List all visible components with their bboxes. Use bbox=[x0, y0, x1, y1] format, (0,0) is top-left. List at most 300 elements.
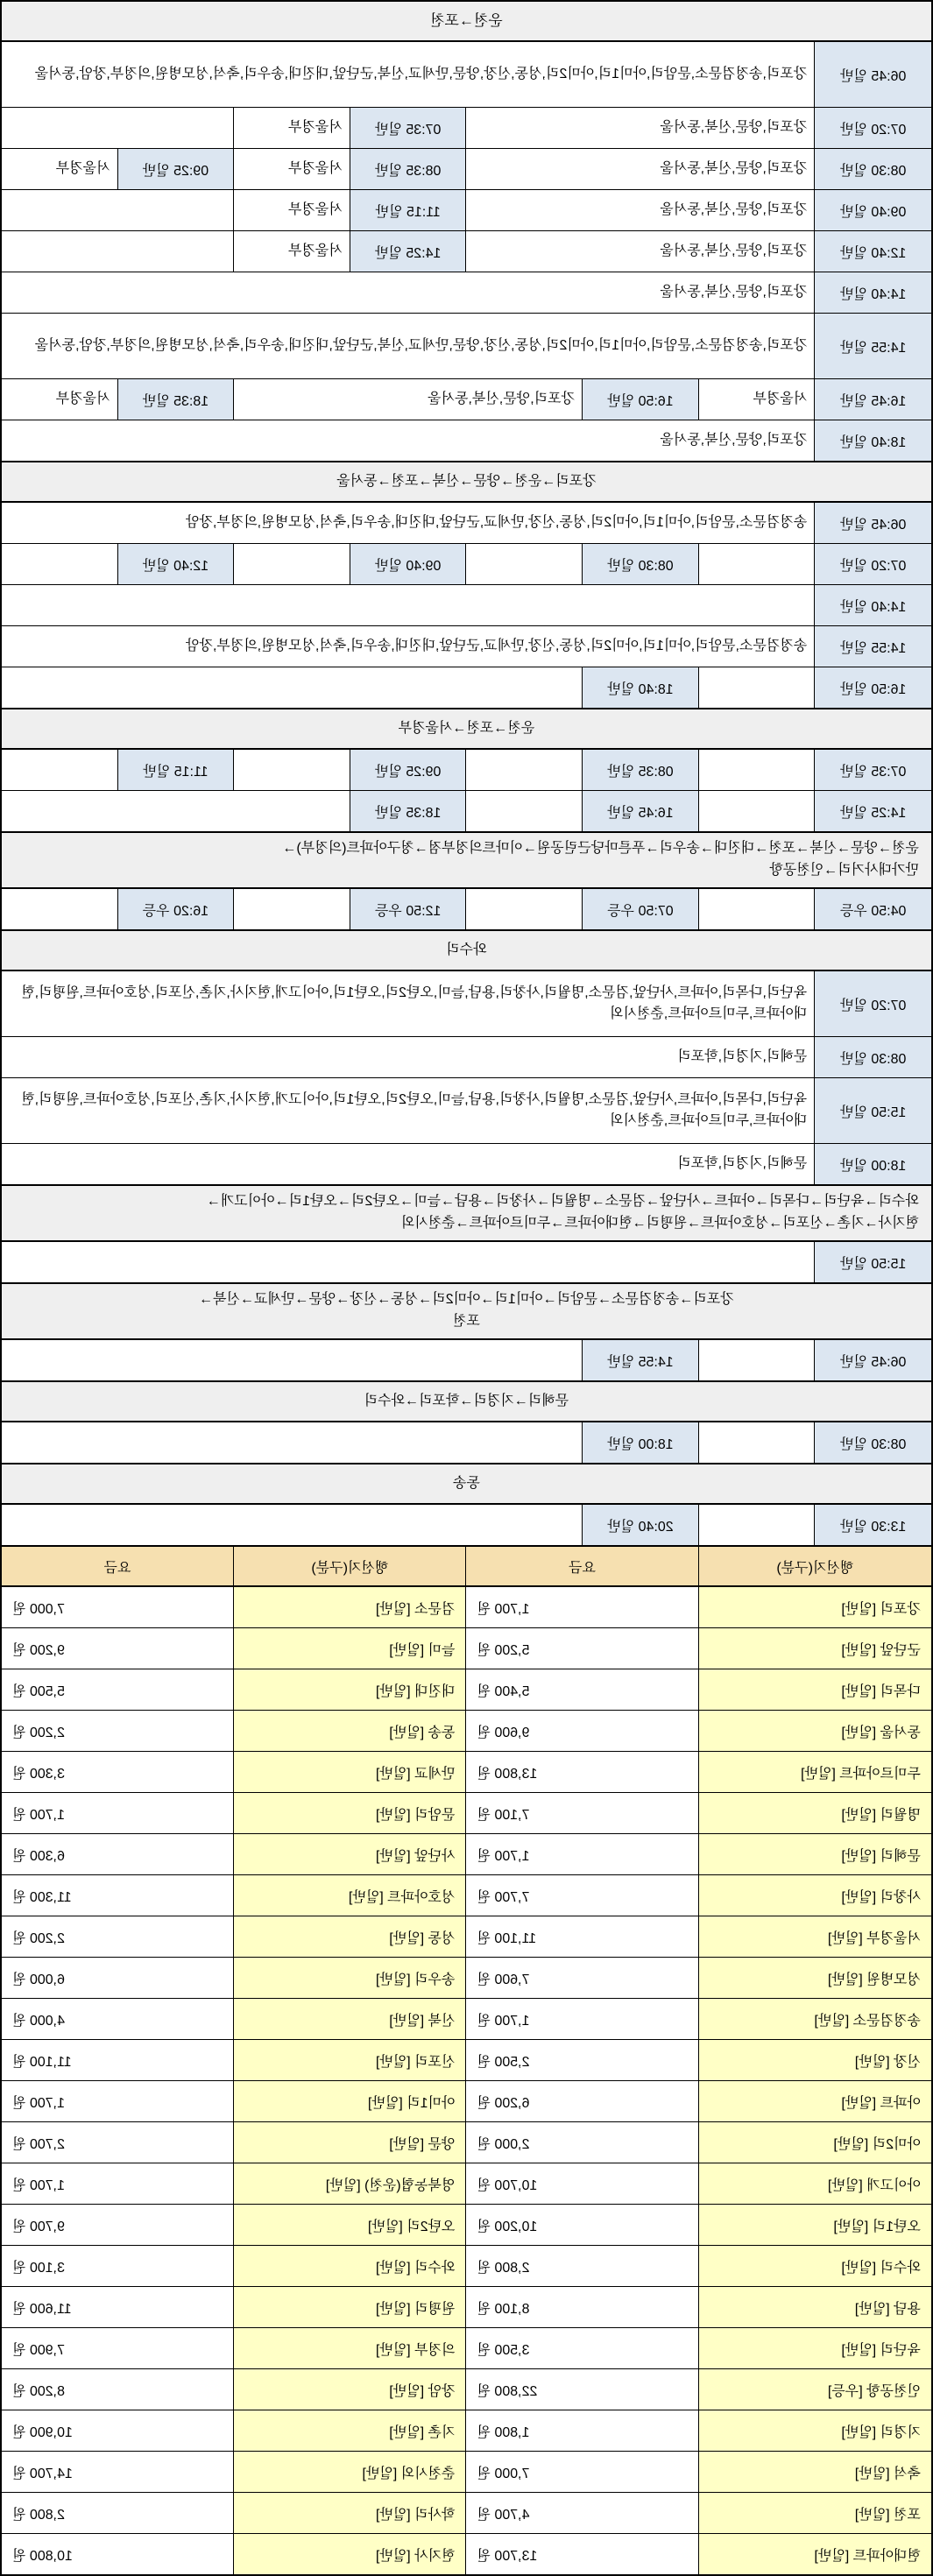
fare-row bbox=[2, 1833, 931, 1874]
empty-cell bbox=[2, 1505, 583, 1545]
stop-list: 강포리,양문,신북,동서울 bbox=[660, 285, 808, 300]
fare-amount-cell: 2,800 원 bbox=[467, 2246, 699, 2286]
fare-destination-cell: 아미2리 [일반] bbox=[699, 2122, 931, 2163]
departure-time-cell bbox=[350, 231, 467, 272]
stop-list: 강포리,송정검문소,문암리,아미1리,아미2리,성동,신장,양문,만세교,신북,군단앞,대진대,송우리,축석,성모병원,의정부,장암,동서울 bbox=[34, 67, 808, 81]
fare-row bbox=[2, 2368, 931, 2410]
section-route-header bbox=[2, 833, 931, 887]
departure-time-cell bbox=[350, 544, 467, 584]
empty-cell bbox=[2, 1422, 583, 1463]
fare-destination-cell: 송우리 [일반] bbox=[234, 1958, 466, 1998]
empty-cell bbox=[467, 544, 583, 584]
fare-destination-cell: 성동 [일반] bbox=[234, 1916, 466, 1957]
empty-cell bbox=[699, 889, 816, 929]
schedule-row bbox=[2, 750, 931, 790]
fare-row bbox=[2, 2245, 931, 2286]
stop-list: 서울경부 bbox=[288, 202, 343, 217]
departure-time-cell bbox=[815, 108, 931, 148]
departure-time: 18:40 일반 bbox=[607, 681, 674, 697]
empty-cell bbox=[467, 889, 583, 929]
fare-destination-cell: 군단앞 [일반] bbox=[699, 1628, 931, 1669]
fare-row bbox=[2, 1916, 931, 1957]
fare-amount-cell: 11,600 원 bbox=[2, 2287, 234, 2327]
fare-amount-cell: 1,700 원 bbox=[467, 1834, 699, 1874]
page-title: 운천→포천 bbox=[430, 11, 503, 29]
fare-destination-cell: 성호아파트 [일반] bbox=[234, 1875, 466, 1916]
schedule-row bbox=[2, 1077, 931, 1143]
departure-time-cell bbox=[815, 231, 931, 272]
fare-destination-cell: 사단앞 [일반] bbox=[234, 1834, 466, 1874]
destination-cell bbox=[234, 231, 350, 272]
empty-cell bbox=[234, 544, 350, 584]
departure-time: 07:35 일반 bbox=[374, 122, 442, 138]
fare-row bbox=[2, 1587, 931, 1627]
fare-destination-cell: 아이고개 [일반] bbox=[699, 2163, 931, 2204]
departure-time-cell bbox=[815, 314, 931, 378]
empty-cell bbox=[2, 544, 118, 584]
fare-destination-cell: 신장 [일반] bbox=[699, 2040, 931, 2080]
fare-amount-cell: 1,700 원 bbox=[2, 2081, 234, 2121]
fare-destination-cell: 검문소 [일반] bbox=[234, 1587, 466, 1627]
fare-destination-cell: 다목리 [일반] bbox=[699, 1669, 931, 1710]
fare-destination-cell: 와수리 [일반] bbox=[699, 2246, 931, 2286]
schedule-row bbox=[2, 790, 931, 831]
stops-cell bbox=[2, 503, 815, 543]
fare-destination-cell: 원평리 [일반] bbox=[234, 2287, 466, 2327]
empty-cell bbox=[2, 889, 118, 929]
departure-time: 12:40 일반 bbox=[839, 245, 907, 261]
departure-time: 09:40 일반 bbox=[374, 558, 442, 574]
empty-cell bbox=[2, 1340, 583, 1380]
schedule-row bbox=[2, 272, 931, 313]
departure-time: 14:25 일반 bbox=[839, 805, 907, 821]
departure-time-cell bbox=[815, 1242, 931, 1282]
fare-amount-cell: 9,600 원 bbox=[467, 1711, 699, 1751]
departure-time-cell bbox=[583, 1422, 699, 1463]
departure-time: 13:30 일반 bbox=[839, 1519, 907, 1535]
fare-amount-cell: 2,000 원 bbox=[467, 2122, 699, 2163]
route-header-line: 강포리→운천→양문→신북→포천→동서울 bbox=[336, 473, 597, 489]
fare-amount-cell: 1,700 원 bbox=[2, 1793, 234, 1833]
empty-cell bbox=[467, 791, 583, 831]
section-route-header bbox=[2, 709, 931, 748]
stops-cell bbox=[234, 379, 583, 420]
fare-row bbox=[2, 2451, 931, 2492]
fare-amount-cell: 3,100 원 bbox=[2, 2246, 234, 2286]
departure-time-cell bbox=[583, 791, 699, 831]
departure-time-cell bbox=[350, 750, 467, 790]
departure-time: 12:40 일반 bbox=[142, 558, 209, 574]
empty-cell bbox=[2, 750, 118, 790]
departure-time: 20:40 일반 bbox=[607, 1519, 674, 1535]
fare-destination-cell: 동송 [일반] bbox=[234, 1711, 466, 1751]
empty-cell bbox=[2, 231, 234, 272]
stop-list: 강포리,양문,신북,동서울 bbox=[428, 392, 576, 406]
fare-amount-cell: 2,200 원 bbox=[2, 1916, 234, 1957]
fare-destination-cell: 동서울 [일반] bbox=[699, 1711, 931, 1751]
departure-time-cell bbox=[350, 889, 467, 929]
departure-time-cell bbox=[118, 750, 235, 790]
departure-time: 04:50 우등 bbox=[839, 903, 907, 919]
fare-amount-header: 요금 bbox=[467, 1547, 699, 1585]
departure-time: 09:25 일반 bbox=[142, 163, 209, 179]
fare-table-header-row bbox=[2, 1545, 931, 1587]
stop-list: 육단리,다목리,아파트,사단앞,검문소,명월리,사창리,용담,늘미,오탄2리,오탄1리,아이고개,현지사,지촌,신포리,성호아파트,원평리,현대아파트,두미르아파트,춘천시외 bbox=[21, 1092, 808, 1128]
departure-time: 08:35 일반 bbox=[607, 764, 674, 780]
departure-time-cell bbox=[815, 626, 931, 667]
empty-cell bbox=[2, 1242, 815, 1282]
departure-time-cell bbox=[350, 149, 467, 189]
fare-destination-cell: 아미1리 [일반] bbox=[234, 2081, 466, 2121]
schedule-row bbox=[2, 1505, 931, 1545]
section-header-row bbox=[2, 461, 931, 503]
departure-time-cell bbox=[815, 1340, 931, 1380]
fare-row bbox=[2, 1874, 931, 1916]
stops-cell bbox=[2, 272, 815, 313]
section-header-row bbox=[2, 1463, 931, 1505]
stop-list: 강포리,양문,신북,동서울 bbox=[660, 120, 808, 135]
empty-cell bbox=[234, 750, 350, 790]
schedule-row bbox=[2, 189, 931, 230]
destination-cell bbox=[2, 379, 118, 420]
departure-time-cell bbox=[815, 750, 931, 790]
departure-time: 14:55 일반 bbox=[839, 340, 907, 356]
departure-time: 08:35 일반 bbox=[374, 163, 442, 179]
fare-destination-cell: 학사리 [일반] bbox=[234, 2493, 466, 2533]
departure-time: 18:35 일반 bbox=[374, 805, 442, 821]
fare-row bbox=[2, 2533, 931, 2574]
fare-destination-cell: 문암리 [일반] bbox=[234, 1793, 466, 1833]
departure-time: 08:30 일반 bbox=[607, 558, 674, 574]
departure-time-cell bbox=[815, 1422, 931, 1463]
departure-time-cell bbox=[815, 379, 931, 420]
fare-row bbox=[2, 1957, 931, 1998]
stops-cell bbox=[2, 1078, 815, 1143]
fare-row bbox=[2, 1710, 931, 1751]
stop-list: 송정검문소,문암리,아미1리,아미2리,성동,신장,만세교,군단앞,대진대,송우리,축석,성모병원,의정부,장암 bbox=[186, 515, 808, 530]
fare-amount-cell: 22,800 원 bbox=[467, 2369, 699, 2410]
section-header-row bbox=[2, 708, 931, 750]
fare-destination-cell: 오탄2리 [일반] bbox=[234, 2205, 466, 2245]
schedule-row bbox=[2, 1143, 931, 1184]
departure-time-cell bbox=[118, 379, 235, 420]
fare-amount-cell: 8,100 원 bbox=[467, 2287, 699, 2327]
schedule-row bbox=[2, 889, 931, 929]
departure-time-cell bbox=[815, 1144, 931, 1184]
fare-row bbox=[2, 2410, 931, 2451]
fare-amount-cell: 7,000 원 bbox=[2, 1587, 234, 1627]
fare-amount-cell: 10,800 원 bbox=[2, 2534, 234, 2574]
departure-time: 14:40 일반 bbox=[839, 286, 907, 302]
fare-amount-cell: 7,600 원 bbox=[467, 1958, 699, 1998]
route-header-line: 운천→포천→서울경부 bbox=[398, 720, 535, 736]
empty-cell bbox=[234, 889, 350, 929]
fare-destination-cell: 용담 [일반] bbox=[699, 2287, 931, 2327]
fare-destination-cell: 늘미 [일반] bbox=[234, 1628, 466, 1669]
departure-time-cell bbox=[815, 1078, 931, 1143]
fare-destination-cell: 축석 [일반] bbox=[699, 2452, 931, 2492]
fare-amount-cell: 2,200 원 bbox=[2, 1711, 234, 1751]
route-header-line: 현지사→지촌→신포리→성호아파트→원평리→현대아파트→두미르아파트→춘천시외 bbox=[400, 1216, 919, 1231]
stop-list: 문혜리,지경리,학포리 bbox=[677, 1049, 808, 1064]
fare-amount-cell: 11,300 원 bbox=[2, 1875, 234, 1916]
fare-destination-cell: 사창리 [일반] bbox=[699, 1875, 931, 1916]
schedule-row bbox=[2, 1242, 931, 1282]
departure-time: 08:30 일반 bbox=[839, 163, 907, 179]
fare-destination-cell: 오탄1리 [일반] bbox=[699, 2205, 931, 2245]
fare-amount-header: 요금 bbox=[2, 1547, 234, 1585]
departure-time-cell bbox=[815, 190, 931, 230]
fare-destination-cell: 인천공항 [우등] bbox=[699, 2369, 931, 2410]
section-route-header bbox=[2, 1186, 931, 1240]
fare-amount-cell: 6,200 원 bbox=[467, 2081, 699, 2121]
schedule-row bbox=[2, 378, 931, 420]
section-route-header bbox=[2, 931, 931, 970]
stops-cell bbox=[467, 190, 816, 230]
stops-cell bbox=[2, 1144, 815, 1184]
empty-cell bbox=[2, 190, 234, 230]
fare-amount-cell: 7,100 원 bbox=[467, 1793, 699, 1833]
departure-time-cell bbox=[583, 667, 699, 708]
route-header-line: 문혜리→지경리→학포리→와수리 bbox=[364, 1393, 569, 1408]
departure-time: 18:35 일반 bbox=[142, 393, 209, 409]
stop-list: 강포리,양문,신북,동서울 bbox=[660, 433, 808, 448]
destination-cell bbox=[234, 190, 350, 230]
departure-time-cell bbox=[815, 420, 931, 461]
empty-cell bbox=[2, 791, 350, 831]
departure-time: 07:20 일반 bbox=[839, 998, 907, 1013]
empty-cell bbox=[699, 1422, 816, 1463]
schedule-row bbox=[2, 42, 931, 107]
fare-amount-cell: 9,200 원 bbox=[2, 1628, 234, 1669]
departure-time: 08:30 일반 bbox=[839, 1436, 907, 1452]
fare-destination-cell: 아파트 [일반] bbox=[699, 2081, 931, 2121]
fare-destination-cell: 와수리 [일반] bbox=[234, 2246, 466, 2286]
departure-time: 14:55 일반 bbox=[839, 640, 907, 656]
fare-amount-cell: 10,200 원 bbox=[467, 2205, 699, 2245]
fare-amount-cell: 13,700 원 bbox=[467, 2534, 699, 2574]
schedule-row bbox=[2, 1340, 931, 1380]
fare-destination-cell: 춘천시외 [일반] bbox=[234, 2452, 466, 2492]
fare-row bbox=[2, 1751, 931, 1792]
departure-time-cell bbox=[815, 889, 931, 929]
departure-time: 09:40 일반 bbox=[839, 204, 907, 220]
departure-time: 07:50 우등 bbox=[607, 903, 674, 919]
departure-time-cell bbox=[350, 108, 467, 148]
destination-cell bbox=[699, 379, 816, 420]
departure-time: 08:30 일반 bbox=[839, 1051, 907, 1067]
fare-amount-cell: 3,500 원 bbox=[467, 2328, 699, 2368]
stops-cell bbox=[467, 149, 816, 189]
route-header-line: 만가대사거리→인천공항 bbox=[769, 863, 919, 878]
section-route-header bbox=[2, 462, 931, 501]
fare-destination-cell: 성모병원 [일반] bbox=[699, 1958, 931, 1998]
fare-destination-cell: 명월리 [일반] bbox=[699, 1793, 931, 1833]
section-route-header bbox=[2, 1382, 931, 1421]
fare-amount-cell: 5,500 원 bbox=[2, 1669, 234, 1710]
departure-time: 18:00 일반 bbox=[839, 1158, 907, 1174]
fare-row bbox=[2, 2327, 931, 2368]
departure-time: 16:50 일반 bbox=[839, 681, 907, 697]
departure-time-cell bbox=[815, 503, 931, 543]
section-header-row bbox=[2, 1380, 931, 1422]
departure-time-cell bbox=[815, 1037, 931, 1077]
fare-amount-cell: 8,200 원 bbox=[2, 2369, 234, 2410]
departure-time-cell bbox=[583, 1340, 699, 1380]
schedule-row bbox=[2, 1422, 931, 1463]
stop-list: 강포리,양문,신북,동서울 bbox=[660, 202, 808, 217]
departure-time-cell bbox=[815, 1505, 931, 1545]
departure-time: 14:55 일반 bbox=[607, 1354, 674, 1370]
fare-amount-cell: 7,000 원 bbox=[467, 2452, 699, 2492]
fare-amount-cell: 7,900 원 bbox=[2, 2328, 234, 2368]
schedule-row bbox=[2, 107, 931, 148]
empty-cell bbox=[467, 750, 583, 790]
empty-cell bbox=[699, 1340, 816, 1380]
fare-destination-cell: 두미르아파트 [일반] bbox=[699, 1752, 931, 1792]
departure-time-cell bbox=[583, 1505, 699, 1545]
fare-row bbox=[2, 1627, 931, 1669]
schedule-row bbox=[2, 971, 931, 1036]
departure-time: 11:15 일반 bbox=[375, 204, 441, 220]
departure-time: 06:45 일반 bbox=[839, 68, 907, 84]
fare-destination-cell: 지경리 [일반] bbox=[699, 2410, 931, 2451]
fare-row bbox=[2, 2204, 931, 2245]
stop-list: 서울경부 bbox=[753, 392, 808, 406]
fare-destination-cell: 문혜리 [일반] bbox=[699, 1834, 931, 1874]
section-header-row bbox=[2, 1282, 931, 1340]
fare-destination-header: 행선지(구분) bbox=[699, 1547, 931, 1585]
route-header-line: 와수리 bbox=[446, 942, 487, 957]
fare-destination-cell: 강포리 [일반] bbox=[699, 1587, 931, 1627]
stop-list: 육단리,다목리,아파트,사단앞,검문소,명월리,사창리,용담,늘미,오탄2리,오탄1리,아이고개,현지사,지촌,신포리,성호아파트,원평리,현대아파트,두미르아파트,춘천시외 bbox=[21, 985, 808, 1021]
departure-time: 07:20 일반 bbox=[839, 558, 907, 574]
fare-amount-cell: 5,400 원 bbox=[467, 1669, 699, 1710]
fare-destination-cell: 신북 [일반] bbox=[234, 1999, 466, 2039]
empty-cell bbox=[2, 667, 583, 708]
stop-list: 서울경부 bbox=[55, 392, 110, 406]
fare-destination-cell: 현지사 [일반] bbox=[234, 2534, 466, 2574]
fare-amount-cell: 6,000 원 bbox=[2, 1958, 234, 1998]
fare-amount-cell: 10,700 원 bbox=[467, 2163, 699, 2204]
schedule-row bbox=[2, 230, 931, 272]
departure-time: 06:45 일반 bbox=[839, 517, 907, 533]
schedule-row bbox=[2, 667, 931, 708]
fare-destination-header: 행선지(구분) bbox=[234, 1547, 466, 1585]
empty-cell bbox=[699, 544, 816, 584]
destination-cell bbox=[2, 149, 118, 189]
fare-amount-cell: 5,200 원 bbox=[467, 1628, 699, 1669]
departure-time-cell bbox=[118, 544, 235, 584]
fare-destination-cell: 현대아파트 [일반] bbox=[699, 2534, 931, 2574]
fare-destination-cell: 지촌 [일반] bbox=[234, 2410, 466, 2451]
destination-cell bbox=[234, 108, 350, 148]
stop-list: 송정검문소,문암리,아미1리,아미2리,성동,신장,만세교,군단앞,대진대,송우리,축석,성모병원,의정부,장암 bbox=[186, 639, 808, 653]
fare-amount-cell: 7,700 원 bbox=[467, 1875, 699, 1916]
departure-time: 06:45 일반 bbox=[839, 1354, 907, 1370]
fare-destination-cell: 장암 [일반] bbox=[234, 2369, 466, 2410]
stops-cell bbox=[2, 1037, 815, 1077]
fare-row bbox=[2, 1998, 931, 2039]
route-header-line: 운천→양문→신북→포천→대진대→송우리→푸른마당근린공원→이마트의정부점→청구아파트(의정부)→ bbox=[282, 841, 919, 857]
fare-amount-cell: 1,700 원 bbox=[467, 1999, 699, 2039]
fare-amount-cell: 1,800 원 bbox=[467, 2410, 699, 2451]
departure-time-cell bbox=[583, 379, 699, 420]
section-route-header bbox=[2, 1284, 931, 1338]
route-header-line: 강포리→송정검문소→문암리→아미1리→아미2리→성동→신장→양문→만세교→신북→ bbox=[199, 1292, 734, 1308]
section-header-row bbox=[2, 831, 931, 889]
departure-time-cell bbox=[815, 971, 931, 1036]
departure-time-cell bbox=[583, 750, 699, 790]
departure-time-cell bbox=[118, 889, 235, 929]
fare-amount-cell: 4,000 원 bbox=[2, 1999, 234, 2039]
fare-destination-cell: 의정부 [일반] bbox=[234, 2328, 466, 2368]
departure-time: 09:25 일반 bbox=[374, 764, 442, 780]
fare-amount-cell: 1,700 원 bbox=[2, 2163, 234, 2204]
departure-time-cell bbox=[350, 791, 467, 831]
departure-time-cell bbox=[815, 544, 931, 584]
stop-list: 강포리,양문,신북,동서울 bbox=[660, 243, 808, 258]
fare-row bbox=[2, 2039, 931, 2080]
departure-time-cell bbox=[815, 791, 931, 831]
fare-amount-cell: 6,300 원 bbox=[2, 1834, 234, 1874]
stops-cell bbox=[2, 42, 815, 107]
schedule-row bbox=[2, 503, 931, 543]
departure-time: 14:25 일반 bbox=[374, 245, 442, 261]
fare-amount-cell: 11,100 원 bbox=[467, 1916, 699, 1957]
departure-time: 14:40 일반 bbox=[839, 599, 907, 615]
fare-amount-cell: 10,900 원 bbox=[2, 2410, 234, 2451]
fare-destination-cell: 양문 [일반] bbox=[234, 2122, 466, 2163]
fare-destination-cell: 포천 [일반] bbox=[699, 2493, 931, 2533]
schedule-row bbox=[2, 1036, 931, 1077]
empty-cell bbox=[699, 791, 816, 831]
route-header-line: 포천 bbox=[453, 1314, 480, 1329]
route-title-row bbox=[2, 2, 931, 42]
fare-amount-cell: 2,500 원 bbox=[467, 2040, 699, 2080]
stop-list: 서울경부 bbox=[288, 243, 343, 258]
section-header-row bbox=[2, 929, 931, 971]
fare-destination-cell: 서울경부 [일반] bbox=[699, 1916, 931, 1957]
departure-time: 16:50 일반 bbox=[607, 393, 674, 409]
empty-cell bbox=[699, 750, 816, 790]
stops-cell bbox=[2, 314, 815, 378]
fare-amount-cell: 3,300 원 bbox=[2, 1752, 234, 1792]
fare-amount-cell: 14,700 원 bbox=[2, 2452, 234, 2492]
departure-time: 07:20 일반 bbox=[839, 122, 907, 138]
schedule-row bbox=[2, 420, 931, 461]
schedule-row bbox=[2, 625, 931, 667]
fare-destination-cell: 육단리 [일반] bbox=[699, 2328, 931, 2368]
fare-amount-cell: 9,700 원 bbox=[2, 2205, 234, 2245]
departure-time-cell bbox=[583, 889, 699, 929]
fare-amount-cell: 13,800 원 bbox=[467, 1752, 699, 1792]
departure-time-cell bbox=[815, 667, 931, 708]
stop-list: 강포리,양문,신북,동서울 bbox=[660, 161, 808, 176]
route-header-line: 동송 bbox=[453, 1475, 480, 1491]
fare-destination-cell: 대진대 [일반] bbox=[234, 1669, 466, 1710]
stops-cell bbox=[467, 108, 816, 148]
departure-time: 16:20 우등 bbox=[142, 903, 209, 919]
empty-cell bbox=[699, 1505, 816, 1545]
departure-time: 07:35 일반 bbox=[839, 764, 907, 780]
fare-row bbox=[2, 2121, 931, 2163]
fare-row bbox=[2, 1792, 931, 1833]
fare-amount-cell: 1,700 원 bbox=[467, 1587, 699, 1627]
fare-destination-cell: 영북농협(운천) [일반] bbox=[234, 2163, 466, 2204]
departure-time: 18:40 일반 bbox=[839, 434, 907, 450]
empty-cell bbox=[699, 667, 816, 708]
